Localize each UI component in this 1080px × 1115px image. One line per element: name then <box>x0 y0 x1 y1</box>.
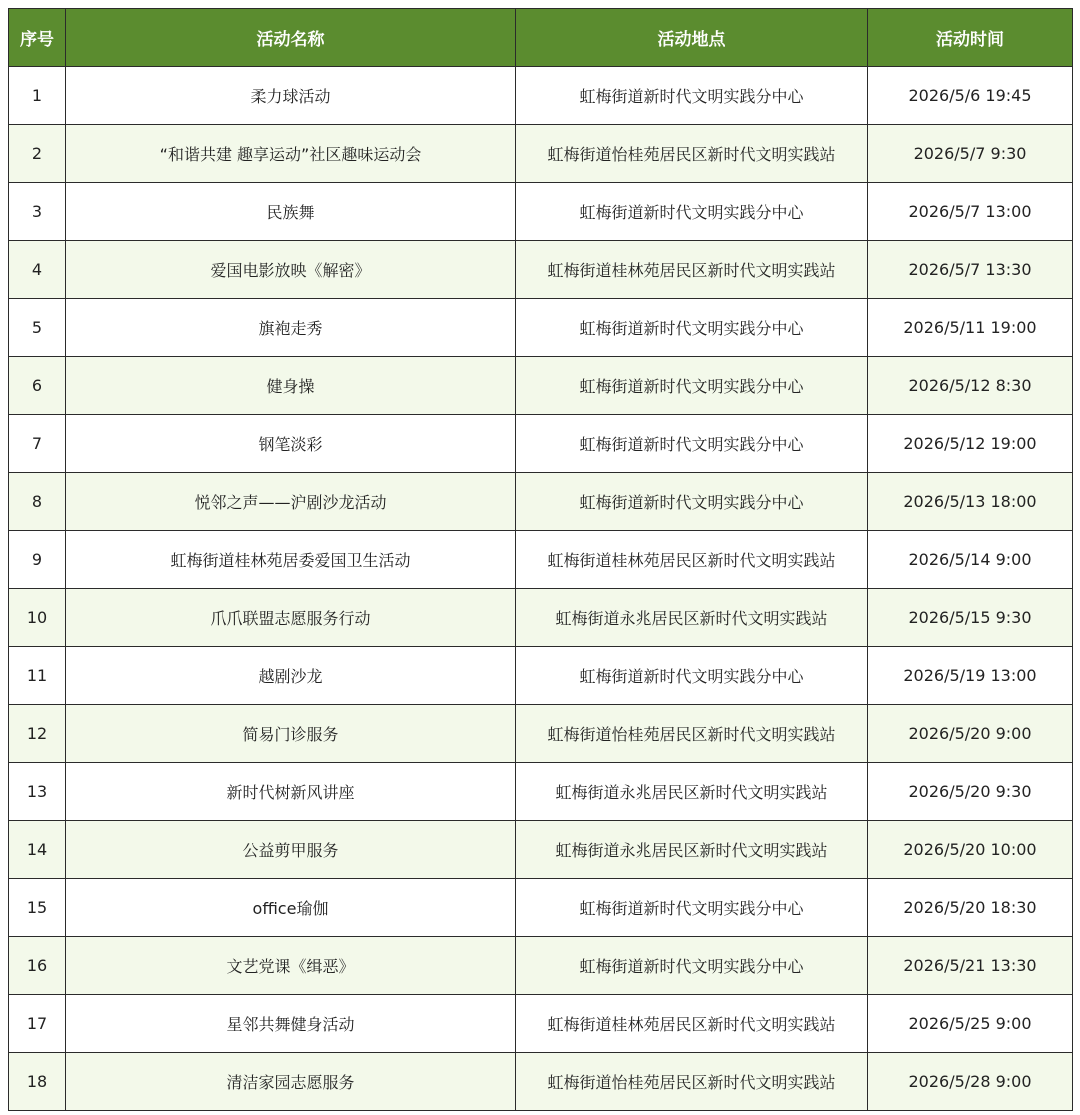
table-row <box>9 415 1073 473</box>
table-row <box>9 937 1073 995</box>
table-row <box>9 995 1073 1053</box>
cell-activity-name: 旗袍走秀 <box>66 299 516 357</box>
cell-activity-place: 虹梅街道新时代文明实践分中心 <box>516 299 868 357</box>
cell-activity-time: 2026/5/20 10:00 <box>868 821 1073 879</box>
cell-activity-place: 虹梅街道桂林苑居民区新时代文明实践站 <box>516 531 868 589</box>
cell-activity-name: 文艺党课《缉恶》 <box>66 937 516 995</box>
table-row <box>9 531 1073 589</box>
cell-activity-place: 虹梅街道新时代文明实践分中心 <box>516 67 868 125</box>
cell-activity-place: 虹梅街道永兆居民区新时代文明实践站 <box>516 589 868 647</box>
cell-activity-place: 虹梅街道桂林苑居民区新时代文明实践站 <box>516 241 868 299</box>
cell-activity-time: 2026/5/15 9:30 <box>868 589 1073 647</box>
header-activity-time: 活动时间 <box>868 9 1073 67</box>
cell-activity-place: 虹梅街道新时代文明实践分中心 <box>516 879 868 937</box>
table-row <box>9 473 1073 531</box>
cell-number: 18 <box>9 1053 66 1111</box>
cell-activity-time: 2026/5/21 13:30 <box>868 937 1073 995</box>
cell-activity-name: 爪爪联盟志愿服务行动 <box>66 589 516 647</box>
cell-number: 11 <box>9 647 66 705</box>
cell-number: 8 <box>9 473 66 531</box>
cell-number: 3 <box>9 183 66 241</box>
table-header <box>9 9 1073 67</box>
table-body <box>9 67 1073 1111</box>
table-row <box>9 299 1073 357</box>
table-row <box>9 183 1073 241</box>
header-activity-name: 活动名称 <box>66 9 516 67</box>
cell-activity-name: 钢笔淡彩 <box>66 415 516 473</box>
cell-number: 9 <box>9 531 66 589</box>
cell-activity-time: 2026/5/12 19:00 <box>868 415 1073 473</box>
cell-activity-time: 2026/5/7 13:00 <box>868 183 1073 241</box>
table-row <box>9 647 1073 705</box>
cell-activity-name: 健身操 <box>66 357 516 415</box>
cell-activity-time: 2026/5/11 19:00 <box>868 299 1073 357</box>
cell-activity-name: 柔力球活动 <box>66 67 516 125</box>
cell-activity-place: 虹梅街道怡桂苑居民区新时代文明实践站 <box>516 705 868 763</box>
cell-activity-name: 民族舞 <box>66 183 516 241</box>
cell-activity-place: 虹梅街道新时代文明实践分中心 <box>516 415 868 473</box>
cell-activity-place: 虹梅街道永兆居民区新时代文明实践站 <box>516 821 868 879</box>
cell-activity-place: 虹梅街道新时代文明实践分中心 <box>516 357 868 415</box>
cell-activity-name: 星邻共舞健身活动 <box>66 995 516 1053</box>
activity-schedule <box>8 8 1072 1111</box>
cell-activity-time: 2026/5/13 18:00 <box>868 473 1073 531</box>
table-row <box>9 589 1073 647</box>
cell-number: 10 <box>9 589 66 647</box>
cell-activity-name: 清洁家园志愿服务 <box>66 1053 516 1111</box>
cell-activity-place: 虹梅街道永兆居民区新时代文明实践站 <box>516 763 868 821</box>
cell-activity-time: 2026/5/28 9:00 <box>868 1053 1073 1111</box>
cell-activity-time: 2026/5/7 13:30 <box>868 241 1073 299</box>
cell-activity-name: 悦邻之声——沪剧沙龙活动 <box>66 473 516 531</box>
cell-number: 2 <box>9 125 66 183</box>
cell-activity-time: 2026/5/7 9:30 <box>868 125 1073 183</box>
cell-activity-time: 2026/5/6 19:45 <box>868 67 1073 125</box>
table-row <box>9 357 1073 415</box>
cell-activity-time: 2026/5/20 9:00 <box>868 705 1073 763</box>
cell-activity-time: 2026/5/20 18:30 <box>868 879 1073 937</box>
cell-activity-name: 新时代树新风讲座 <box>66 763 516 821</box>
table-row <box>9 879 1073 937</box>
cell-number: 12 <box>9 705 66 763</box>
cell-number: 14 <box>9 821 66 879</box>
cell-activity-place: 虹梅街道新时代文明实践分中心 <box>516 647 868 705</box>
cell-activity-place: 虹梅街道新时代文明实践分中心 <box>516 473 868 531</box>
cell-activity-name: 越剧沙龙 <box>66 647 516 705</box>
table-row <box>9 763 1073 821</box>
cell-number: 7 <box>9 415 66 473</box>
cell-number: 1 <box>9 67 66 125</box>
cell-activity-time: 2026/5/20 9:30 <box>868 763 1073 821</box>
cell-activity-place: 虹梅街道桂林苑居民区新时代文明实践站 <box>516 995 868 1053</box>
cell-activity-place: 虹梅街道新时代文明实践分中心 <box>516 937 868 995</box>
cell-number: 13 <box>9 763 66 821</box>
cell-activity-name: 公益剪甲服务 <box>66 821 516 879</box>
cell-activity-place: 虹梅街道怡桂苑居民区新时代文明实践站 <box>516 1053 868 1111</box>
cell-activity-name: 虹梅街道桂林苑居委爱国卫生活动 <box>66 531 516 589</box>
table-row <box>9 705 1073 763</box>
cell-number: 15 <box>9 879 66 937</box>
header-activity-place: 活动地点 <box>516 9 868 67</box>
cell-activity-time: 2026/5/25 9:00 <box>868 995 1073 1053</box>
cell-activity-time: 2026/5/19 13:00 <box>868 647 1073 705</box>
table-row <box>9 1053 1073 1111</box>
cell-activity-name: “和谐共建 趣享运动”社区趣味运动会 <box>66 125 516 183</box>
cell-number: 5 <box>9 299 66 357</box>
cell-activity-place: 虹梅街道怡桂苑居民区新时代文明实践站 <box>516 125 868 183</box>
cell-number: 17 <box>9 995 66 1053</box>
cell-activity-name: 爱国电影放映《解密》 <box>66 241 516 299</box>
header-row <box>9 9 1073 67</box>
cell-number: 4 <box>9 241 66 299</box>
cell-activity-name: 简易门诊服务 <box>66 705 516 763</box>
cell-number: 16 <box>9 937 66 995</box>
cell-activity-time: 2026/5/14 9:00 <box>868 531 1073 589</box>
table-row <box>9 125 1073 183</box>
header-number: 序号 <box>9 9 66 67</box>
cell-number: 6 <box>9 357 66 415</box>
cell-activity-time: 2026/5/12 8:30 <box>868 357 1073 415</box>
table-row <box>9 241 1073 299</box>
cell-activity-place: 虹梅街道新时代文明实践分中心 <box>516 183 868 241</box>
cell-activity-name: office瑜伽 <box>66 879 516 937</box>
table-row <box>9 821 1073 879</box>
activity-table <box>8 8 1073 1111</box>
table-row <box>9 67 1073 125</box>
